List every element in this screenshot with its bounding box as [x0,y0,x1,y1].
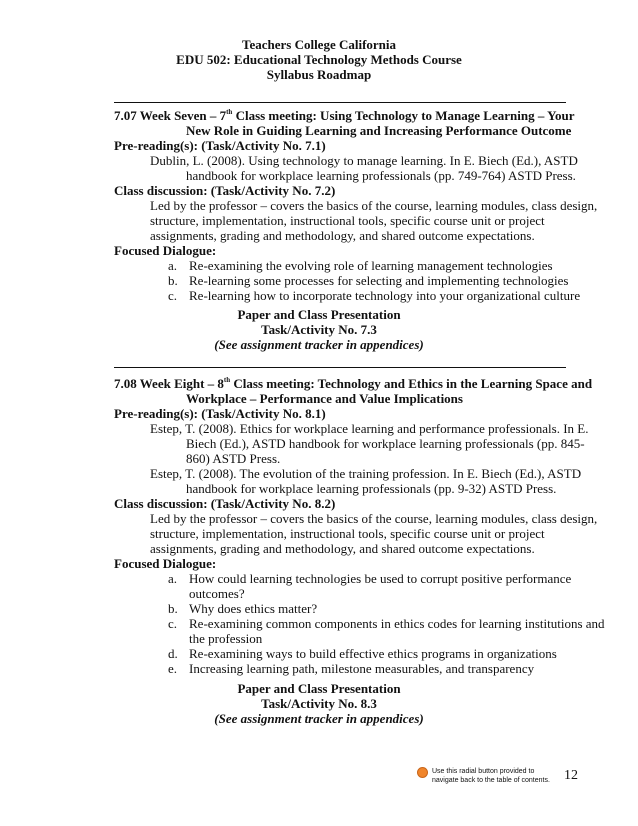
week8-reading: Estep, T. (2008). The evolution of the training profession. In E. Biech (Ed.), ASTD [150,466,582,481]
week8-title: 7.08 Week Eight – 8th Class meeting: Technology and Ethics in the Learning Space and [114,376,593,391]
week8-presentation-note: (See assignment tracker in appendices) [214,711,424,726]
week7-presentation-note: (See assignment tracker in appendices) [214,337,424,352]
list-item-marker: b. [168,273,178,288]
week8-presentation-title: Paper and Class Presentation [237,681,401,696]
week7-reading: Dublin, L. (2008). Using technology to manage learning. In E. Biech (Ed.), ASTD [150,153,578,168]
list-item-marker: a. [168,571,178,586]
list-item-marker: a. [168,258,178,273]
list-item: Re-examining common components in ethics codes for learning institutions and [189,616,605,631]
header-subtitle: Syllabus Roadmap [266,67,372,82]
list-item-marker: b. [168,601,178,616]
header-institution: Teachers College California [241,37,397,52]
list-item-cont: the profession [189,631,263,646]
week8-title-cont: Workplace – Performance and Value Implications [186,391,463,406]
week8-prereading-heading: Pre-reading(s): (Task/Activity No. 8.1) [114,406,326,421]
week7-presentation-task: Task/Activity No. 7.3 [261,322,377,337]
list-item: Re-examining ways to build effective ethics programs in organizations [189,646,557,661]
week7-prereading-heading: Pre-reading(s): (Task/Activity No. 7.1) [114,138,326,153]
list-item-cont: outcomes? [189,586,245,601]
list-item: Re-learning some processes for selecting and implementing technologies [189,273,569,288]
week7-title-cont: New Role in Guiding Learning and Increasing Performance Outcome [186,123,572,138]
week8-discussion-line: assignments, grading and methodology, and shared outcome expectations. [150,541,535,556]
week8-reading-cont: Biech (Ed.), ASTD handbook for workplace learning professionals (pp. 845- [186,436,585,451]
list-item-marker: c. [168,288,178,303]
section-divider [114,102,566,103]
week7-discussion-line: Led by the professor – covers the basics of the course, learning modules, class design, [150,198,598,213]
week8-discussion-line: structure, implementation, instructional tools, specific course unit or project [150,526,545,541]
week8-discussion-heading: Class discussion: (Task/Activity No. 8.2) [114,496,336,511]
week7-discussion-line: structure, implementation, instructional tools, specific course unit or project [150,213,545,228]
week8-presentation-task: Task/Activity No. 8.3 [261,696,377,711]
week7-presentation-title: Paper and Class Presentation [237,307,401,322]
list-item: Re-learning how to incorporate technology into your organizational culture [189,288,581,303]
header-course: EDU 502: Educational Technology Methods Course [176,52,462,67]
week8-dialogue-heading: Focused Dialogue: [114,556,217,571]
list-item-marker: c. [168,616,178,631]
list-item-marker: e. [168,661,178,676]
week8-reading-cont: 860) ASTD Press. [186,451,281,466]
week7-discussion-line: assignments, grading and methodology, and shared outcome expectations. [150,228,535,243]
list-item: Increasing learning path, milestone measurables, and transparency [189,661,535,676]
week7-dialogue-heading: Focused Dialogue: [114,243,217,258]
week7-title: 7.07 Week Seven – 7th Class meeting: Using Technology to Manage Learning – Your [114,108,575,123]
section-divider [114,367,566,368]
week8-discussion-line: Led by the professor – covers the basics of the course, learning modules, class design, [150,511,598,526]
page-number: 12 [564,768,578,783]
week7-reading-cont: handbook for workplace learning professionals (pp. 749-764) ASTD Press. [186,168,576,183]
week7-discussion-heading: Class discussion: (Task/Activity No. 7.2) [114,183,336,198]
week8-reading-cont: handbook for workplace learning professionals (pp. 9-32) ASTD Press. [186,481,557,496]
list-item-marker: d. [168,646,178,661]
table-of-contents-radio-button[interactable] [417,767,428,778]
list-item: Why does ethics matter? [189,601,318,616]
week8-reading: Estep, T. (2008). Ethics for workplace learning and performance professionals. In E. [150,421,589,436]
radio-note-cont: navigate back to the table of contents. [432,777,550,784]
list-item: How could learning technologies be used to corrupt positive performance [189,571,572,586]
list-item: Re-examining the evolving role of learning management technologies [189,258,553,273]
radio-note: Use this radial button provided to [432,768,535,775]
